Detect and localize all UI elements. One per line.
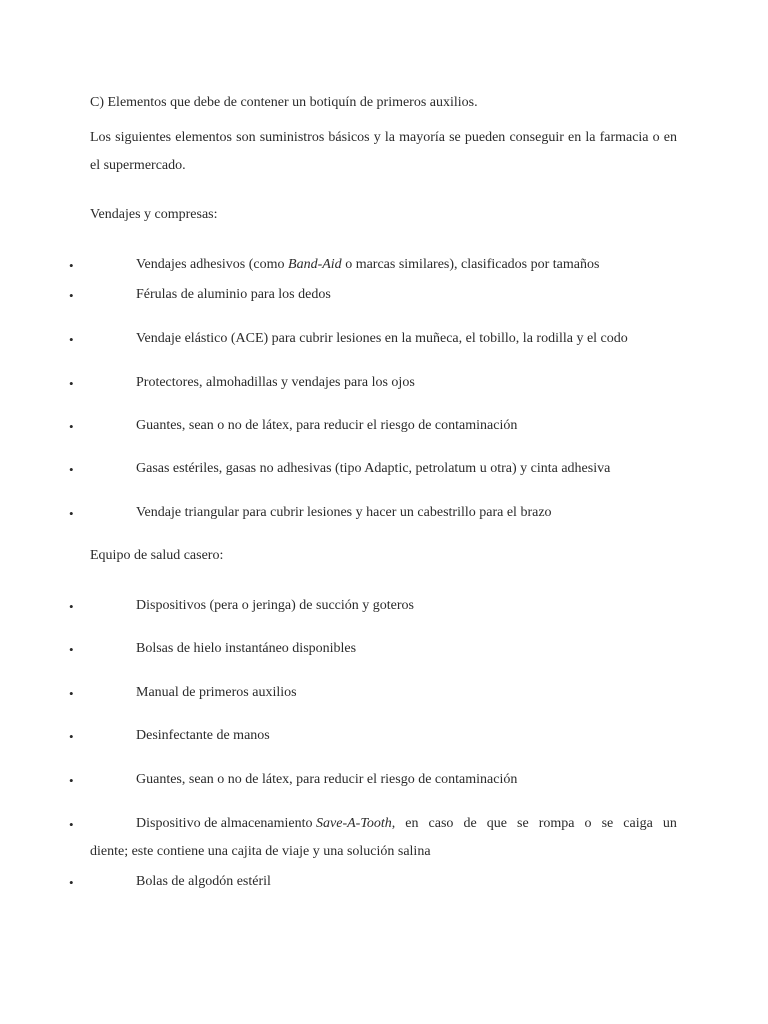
list-item-text-continued: diente; este contiene una cajita de viaje y una solución salina [90,844,431,859]
list-item-text: Bolas de algodón estéril [136,874,271,889]
bullet-icon: • [69,729,74,744]
bullet-icon: • [69,686,74,701]
list-item-text: Gasas estériles, gasas no adhesivas (tipo Adaptic, petrolatum u otra) y cinta adhesiva [136,461,611,476]
bullet-icon: • [69,642,74,657]
list-item [0,330,768,350]
list-item [0,374,768,394]
bullet-icon: • [69,599,74,614]
section-title-equipo: Equipo de salud casero: [90,548,224,563]
product-name: Save-A-Tooth [316,816,392,831]
list-item [0,815,768,863]
list-item [0,256,768,276]
bullet-icon: • [69,258,74,273]
bullet-icon: • [69,817,74,832]
bullet-icon: • [69,506,74,521]
bullet-icon: • [69,419,74,434]
bullet-icon: • [69,376,74,391]
list-item [0,597,768,617]
list-item-text: Dispositivo de almacenamiento Save-A-Tooth, en caso de que se rompa o se caiga un [136,816,677,831]
list-item [0,286,768,306]
list-item-text: Guantes, sean o no de látex, para reducir el riesgo de contaminación [136,772,518,787]
intro-paragraph: Los siguientes elementos son suministros básicos y la mayoría se pueden conseguir en la farmacia o en el supermercado. [90,130,677,173]
list-item-text: Férulas de aluminio para los dedos [136,287,331,302]
list-item [0,727,768,747]
list-item [0,771,768,791]
list-item [0,504,768,524]
list-item [0,873,768,893]
list-item [0,640,768,660]
brand-name: Band-Aid [288,257,342,272]
list-item-text: Guantes, sean o no de látex, para reducir el riesgo de contaminación [136,418,518,433]
list-item-text: Bolsas de hielo instantáneo disponibles [136,641,357,656]
bullet-icon: • [69,875,74,890]
list-item-text: Vendaje elástico (ACE) para cubrir lesiones en la muñeca, el tobillo, la rodilla y el codo [136,331,628,346]
list-item-text: Protectores, almohadillas y vendajes para los ojos [136,375,415,390]
bullet-icon: • [69,773,74,788]
list-item-text: Vendaje triangular para cubrir lesiones y hacer un cabestrillo para el brazo [136,505,552,520]
list-item-text: Dispositivos (pera o jeringa) de succión y goteros [136,598,414,613]
list-item-text: Vendajes adhesivos (como Band-Aid o marcas similares), clasificados por tamaños [136,257,600,272]
section-title-vendajes: Vendajes y compresas: [90,207,218,222]
list-item [0,417,768,437]
list-item-text: Manual de primeros auxilios [136,685,297,700]
list-item-text: Desinfectante de manos [136,728,270,743]
list-item [0,684,768,704]
bullet-icon: • [69,332,74,347]
list-item [0,460,768,480]
section-heading: C) Elementos que debe de contener un botiquín de primeros auxilios. [90,95,478,110]
bullet-icon: • [69,462,74,477]
bullet-icon: • [69,288,74,303]
